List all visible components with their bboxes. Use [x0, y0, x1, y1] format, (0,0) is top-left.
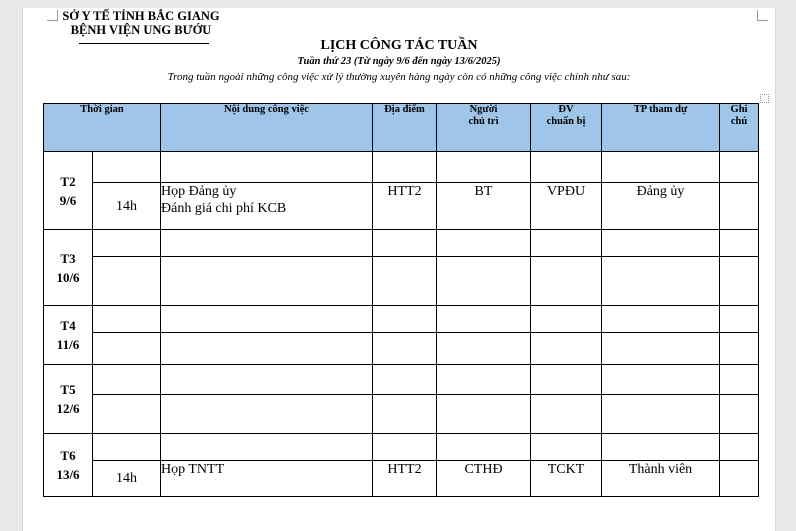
location-cell[interactable] — [373, 306, 437, 333]
content-cell[interactable] — [161, 333, 373, 365]
table-row — [44, 183, 759, 230]
chair-cell[interactable] — [437, 395, 531, 434]
table-row — [44, 333, 759, 365]
chair-cell[interactable] — [437, 365, 531, 395]
time-cell[interactable]: 14h — [93, 461, 161, 497]
time-cell[interactable] — [93, 395, 161, 434]
location-cell[interactable] — [373, 152, 437, 183]
note-cell[interactable] — [720, 183, 759, 230]
note-cell[interactable] — [720, 230, 759, 257]
note-cell[interactable] — [720, 461, 759, 497]
content-cell[interactable] — [161, 434, 373, 461]
participants-cell[interactable]: Thành viên — [602, 461, 720, 497]
chair-cell[interactable]: BT — [437, 183, 531, 230]
participants-cell[interactable] — [602, 152, 720, 183]
location-cell[interactable] — [373, 230, 437, 257]
org-line-2: BỆNH VIỆN UNG BƯỚU — [70, 23, 212, 37]
time-cell[interactable] — [93, 230, 161, 257]
note-cell[interactable] — [720, 152, 759, 183]
participants-cell[interactable] — [602, 395, 720, 434]
prep-unit-cell[interactable] — [531, 333, 602, 365]
prep-unit-cell[interactable] — [531, 306, 602, 333]
header-time: Thời gian — [44, 104, 161, 152]
location-cell[interactable] — [373, 333, 437, 365]
chair-cell[interactable] — [437, 333, 531, 365]
table-row — [44, 461, 759, 497]
prep-unit-cell[interactable]: VPĐU — [531, 183, 602, 230]
content-cell[interactable] — [161, 257, 373, 306]
location-cell[interactable] — [373, 434, 437, 461]
table-row — [44, 365, 759, 395]
prep-unit-cell[interactable] — [531, 434, 602, 461]
content-cell[interactable] — [161, 230, 373, 257]
participants-cell[interactable] — [602, 306, 720, 333]
day-cell: T2 9/6 — [44, 152, 93, 230]
intro-text: Trong tuần ngoài những công việc xử lý thường xuyên hàng ngày còn có những công việc chính như sau: — [167, 71, 631, 83]
prep-unit-cell[interactable]: TCKT — [531, 461, 602, 497]
page-title: LỊCH CÔNG TÁC TUẦN — [320, 38, 478, 53]
chair-cell[interactable] — [437, 257, 531, 306]
table-row — [44, 306, 759, 333]
location-cell[interactable] — [373, 395, 437, 434]
content-cell[interactable] — [161, 395, 373, 434]
org-line-1: SỞ Y TẾ TỈNH BẮC GIANG — [62, 9, 220, 23]
table-header-row — [44, 104, 759, 152]
time-cell[interactable] — [93, 257, 161, 306]
location-cell[interactable]: HTT2 — [373, 183, 437, 230]
participants-cell[interactable] — [602, 365, 720, 395]
table-row — [44, 230, 759, 257]
table-row — [44, 257, 759, 306]
day-cell: T4 11/6 — [44, 306, 93, 365]
prep-unit-cell[interactable] — [531, 152, 602, 183]
time-cell[interactable] — [93, 152, 161, 183]
note-cell[interactable] — [720, 306, 759, 333]
participants-cell[interactable]: Đảng ủy — [602, 183, 720, 230]
time-cell[interactable] — [93, 333, 161, 365]
day-cell: T5 12/6 — [44, 365, 93, 434]
header-content: Nội dung công việc — [161, 104, 373, 152]
content-cell[interactable] — [161, 365, 373, 395]
chair-cell[interactable] — [437, 152, 531, 183]
day-cell: T3 10/6 — [44, 230, 93, 306]
table-row — [44, 152, 759, 183]
header-chair: Người chủ trì — [437, 104, 531, 152]
crop-mark-top-left — [47, 10, 58, 21]
table-move-handle[interactable] — [760, 94, 769, 103]
location-cell[interactable] — [373, 365, 437, 395]
chair-cell[interactable] — [437, 434, 531, 461]
note-cell[interactable] — [720, 395, 759, 434]
participants-cell[interactable] — [602, 333, 720, 365]
time-cell[interactable]: 14h — [93, 183, 161, 230]
document-page — [22, 8, 776, 531]
note-cell[interactable] — [720, 257, 759, 306]
note-cell[interactable] — [720, 365, 759, 395]
time-cell[interactable] — [93, 434, 161, 461]
location-cell[interactable]: HTT2 — [373, 461, 437, 497]
prep-unit-cell[interactable] — [531, 365, 602, 395]
header-prep-unit: ĐV chuẩn bị — [531, 104, 602, 152]
header-location: Địa điểm — [373, 104, 437, 152]
prep-unit-cell[interactable] — [531, 395, 602, 434]
note-cell[interactable] — [720, 434, 759, 461]
header-note: Ghi chú — [720, 104, 759, 152]
location-cell[interactable] — [373, 257, 437, 306]
organization-header — [61, 9, 221, 37]
crop-mark-top-right — [757, 10, 768, 21]
day-cell: T6 13/6 — [44, 434, 93, 497]
week-subtitle: Tuần thứ 23 (Từ ngày 9/6 đến ngày 13/6/2025) — [297, 56, 501, 67]
content-cell[interactable]: Họp Đảng ủy Đánh giá chi phí KCB — [161, 183, 373, 230]
time-cell[interactable] — [93, 306, 161, 333]
chair-cell[interactable] — [437, 230, 531, 257]
header-participants: TP tham dự — [602, 104, 720, 152]
note-cell[interactable] — [720, 333, 759, 365]
table-row — [44, 434, 759, 461]
schedule-table — [43, 103, 759, 497]
prep-unit-cell[interactable] — [531, 257, 602, 306]
chair-cell[interactable] — [437, 306, 531, 333]
participants-cell[interactable] — [602, 257, 720, 306]
table-row — [44, 395, 759, 434]
content-cell[interactable] — [161, 152, 373, 183]
content-cell[interactable]: Họp TNTT — [161, 461, 373, 497]
prep-unit-cell[interactable] — [531, 230, 602, 257]
chair-cell[interactable]: CTHĐ — [437, 461, 531, 497]
content-cell[interactable] — [161, 306, 373, 333]
participants-cell[interactable] — [602, 434, 720, 461]
time-cell[interactable] — [93, 365, 161, 395]
participants-cell[interactable] — [602, 230, 720, 257]
